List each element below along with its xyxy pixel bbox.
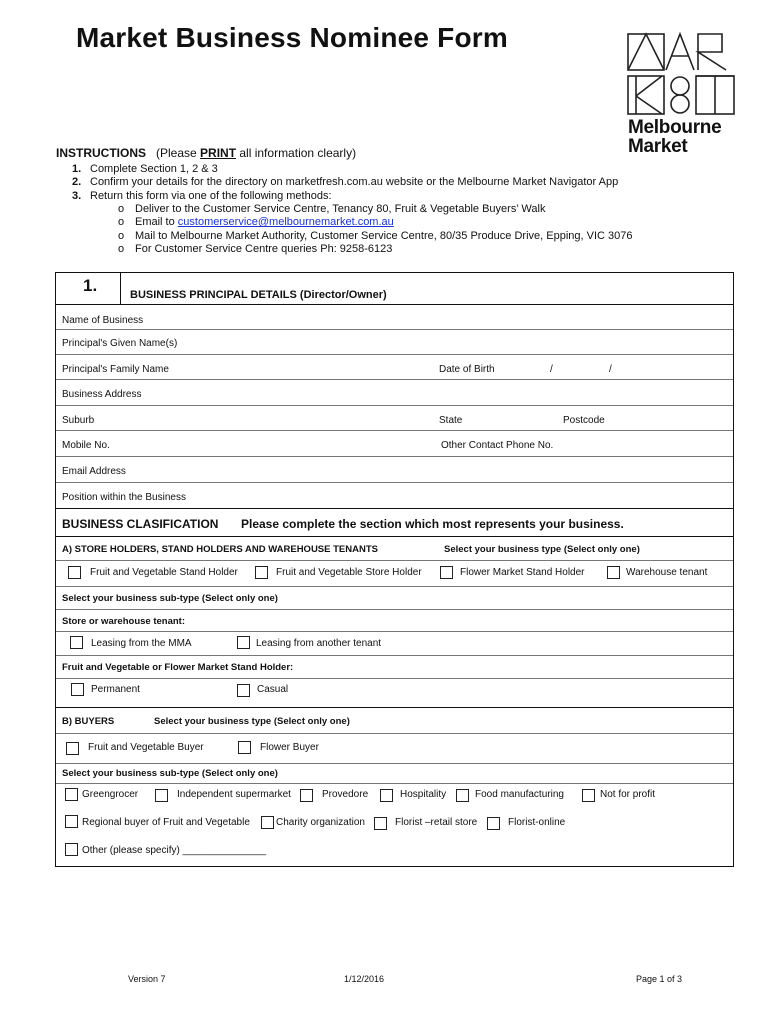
classification-subtitle: Please complete the section which most represents your business. <box>241 517 624 531</box>
list-item: 1. Complete Section 1, 2 & 3 <box>72 163 218 175</box>
page-title: Market Business Nominee Form <box>76 22 508 53</box>
position-field[interactable]: Position within the Business <box>62 492 186 503</box>
logo-wordmark: Melbourne Market <box>628 117 722 157</box>
instructions-heading: INSTRUCTIONS (Please PRINT all information clearly) <box>56 146 357 160</box>
section-b-subtype-note: Select your business sub-type (Select only one) <box>62 768 278 779</box>
email-link[interactable]: customerservice@melbournemarket.com.au <box>177 216 394 229</box>
list-item: o For Customer Service Centre queries Ph: 9258-6123 <box>118 243 393 256</box>
checkbox-permanent[interactable] <box>71 683 84 696</box>
checkbox-warehouse-tenant[interactable] <box>607 566 620 579</box>
business-address-field[interactable]: Business Address <box>62 389 142 400</box>
nominee-form: 1. BUSINESS PRINCIPAL DETAILS (Director/Owner) Name of Business Principal's Given Name(s) Principal's Family Name Date of Birth / / Business Address Suburb State Postcode Mobile No. Other Contact Phone No. Email Address Position within the Business BUSINESS CLASIFICATION Please complete the section which most represents your business. A) STORE HOLDERS, STAND HOLDERS AND WAREHOUSE TENANTS Select your business type (Select only one) Fruit and Vegetable Stand Holder Fruit and Vegetable Store Holder Flower Market Stand Holder Warehouse tenant Select your business sub-type (Select only one) Store or warehouse tenant: Leasing from the MMA Leasing from another tenant Fruit and Vegetable or Flower Market Stand Holder: Permanent Casual B) BUYERS Select your business type (Select only one) Fruit and Vegetable Buyer Flower Buyer Select your business sub-type (Select only one) Greengrocer Independent supermarket Provedore Hospitality Food manufacturing Not for profit Regional buyer of Fruit and Vegetable Charity organization Florist –retail store Florist-online Other (please specify) _______________ <box>55 272 734 867</box>
return-methods-list <box>118 203 632 257</box>
checkbox-leasing-mma[interactable] <box>70 636 83 649</box>
checkbox-flower-buyer[interactable] <box>238 741 251 754</box>
section-title: BUSINESS PRINCIPAL DETAILS (Director/Owner) <box>130 289 387 301</box>
section-a-select-note: Select your business type (Select only one) <box>444 544 640 555</box>
checkbox-hospitality[interactable] <box>380 789 393 802</box>
list-item: 2. Confirm your details for the directory on marketfresh.com.au website or the Melbourne Market Navigator App <box>72 176 619 189</box>
suburb-field[interactable]: Suburb <box>62 415 95 426</box>
email-field[interactable]: Email Address <box>62 466 126 477</box>
checkbox-flower-stand-holder[interactable] <box>440 566 453 579</box>
business-name-field[interactable]: Name of Business <box>62 315 144 326</box>
postcode-field[interactable]: Postcode <box>563 415 605 426</box>
section-b-title: B) BUYERS <box>62 716 115 727</box>
checkbox-not-for-profit[interactable] <box>582 789 595 802</box>
checkbox-food-manufacturing[interactable] <box>456 789 469 802</box>
checkbox-fv-buyer[interactable] <box>66 742 79 755</box>
other-phone-field[interactable]: Other Contact Phone No. <box>441 440 554 451</box>
instructions-list <box>72 163 618 203</box>
given-names-field[interactable]: Principal's Given Name(s) <box>62 338 178 349</box>
list-item: o Email to customerservice@melbournemarket.com.au <box>118 216 394 229</box>
checkbox-florist-online[interactable] <box>487 817 500 830</box>
date-of-birth-field[interactable]: Date of Birth <box>439 364 495 375</box>
checkbox-greengrocer[interactable] <box>65 788 78 801</box>
checkbox-provedore[interactable] <box>300 789 313 802</box>
checkbox-other[interactable] <box>65 843 78 856</box>
list-item: o Mail to Melbourne Market Authority, Customer Service Centre, 80/35 Produce Drive, Epping, VIC 3076 <box>118 229 633 242</box>
state-field[interactable]: State <box>439 415 463 426</box>
checkbox-leasing-tenant[interactable] <box>237 636 250 649</box>
list-item: 3. Return this form via one of the following methods: <box>72 189 332 202</box>
checkbox-independent-supermarket[interactable] <box>155 789 168 802</box>
classification-title: BUSINESS CLASIFICATION <box>62 517 219 531</box>
store-tenant-label: Store or warehouse tenant: <box>62 616 185 627</box>
list-item: o Deliver to the Customer Service Centre, Tenancy 80, Fruit & Vegetable Buyers’ Walk <box>118 203 546 215</box>
checkbox-charity-organization[interactable] <box>261 816 274 829</box>
mobile-field[interactable]: Mobile No. <box>62 440 110 451</box>
section-a-title: A) STORE HOLDERS, STAND HOLDERS AND WAREHOUSE TENANTS <box>62 544 378 555</box>
footer-date: 1/12/2016 <box>344 974 385 984</box>
checkbox-fv-store-holder[interactable] <box>255 566 268 579</box>
footer-version: Version 7 <box>128 974 166 984</box>
checkbox-florist-retail[interactable] <box>374 817 387 830</box>
checkbox-casual[interactable] <box>237 684 250 697</box>
family-name-field[interactable]: Principal's Family Name <box>62 364 169 375</box>
stand-holder-label: Fruit and Vegetable or Flower Market Stand Holder: <box>62 662 294 673</box>
footer-page-number: Page 1 of 3 <box>636 974 683 984</box>
checkbox-regional-buyer[interactable] <box>65 815 78 828</box>
section-b-select-note: Select your business type (Select only one) <box>154 716 350 727</box>
section-number: 1. <box>83 276 98 295</box>
other-specify-field[interactable]: Other (please specify) _______________ <box>82 845 267 856</box>
section-a-subtype-note: Select your business sub-type (Select only one) <box>62 593 278 604</box>
checkbox-fv-stand-holder[interactable] <box>68 566 81 579</box>
